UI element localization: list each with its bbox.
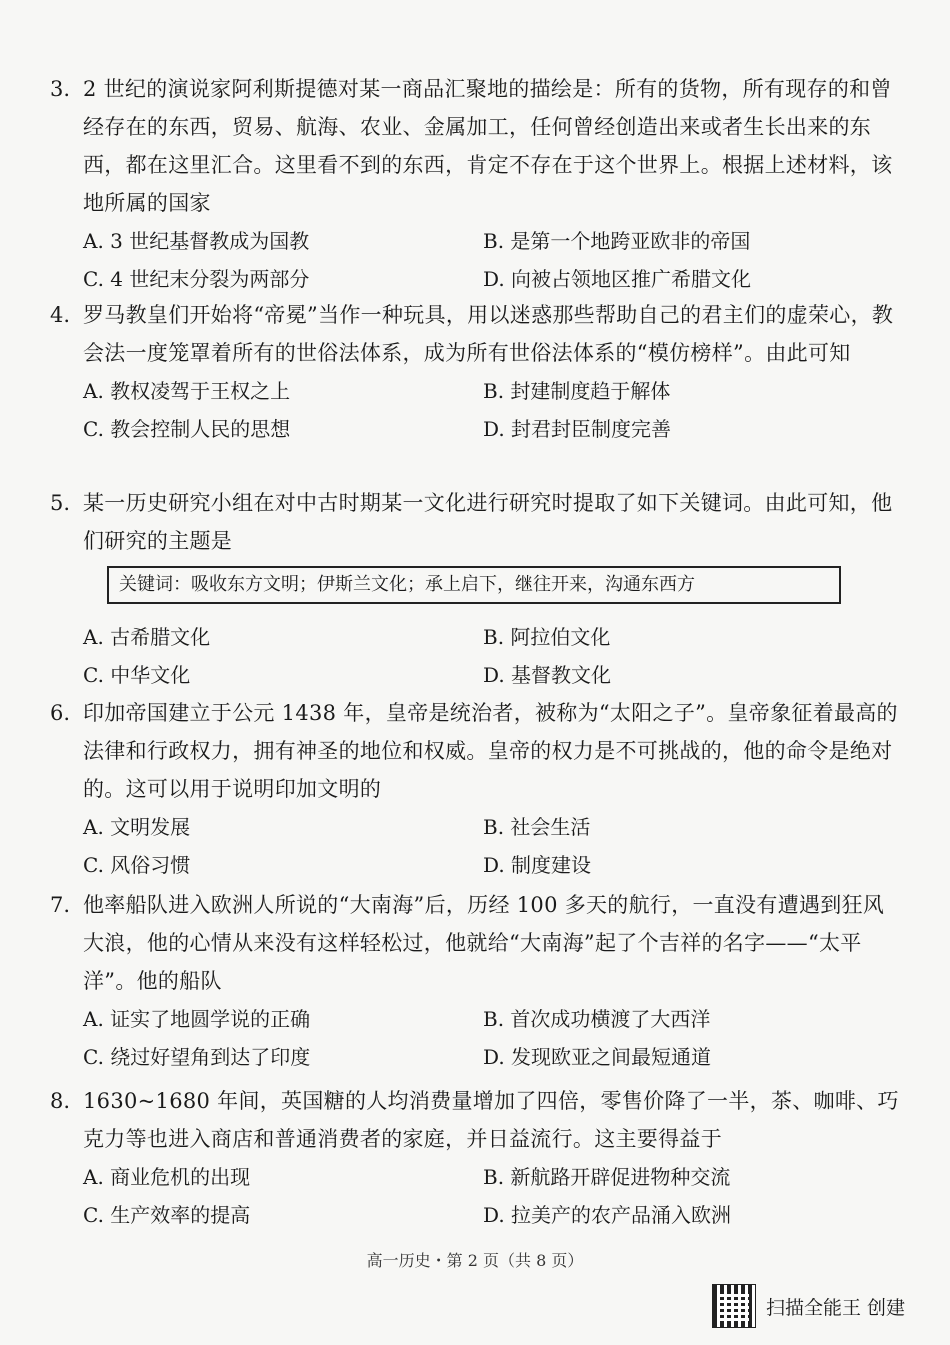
option-a: A. 商业危机的出现	[83, 1165, 251, 1189]
option-d: D. 向被占领地区推广希腊文化	[483, 267, 752, 291]
options	[83, 1158, 900, 1234]
option-b: B. 首次成功横渡了大西洋	[483, 1007, 711, 1031]
qr-code-icon	[712, 1284, 756, 1328]
option-c: C. 4 世纪末分裂为两部分	[83, 267, 310, 291]
question-number: 7.	[50, 893, 71, 917]
option-c: C. 绕过好望角到达了印度	[83, 1045, 311, 1069]
option-c: C. 风俗习惯	[83, 853, 191, 877]
option-b: B. 新航路开辟促进物种交流	[483, 1165, 731, 1189]
option-b: B. 社会生活	[483, 815, 591, 839]
page-footer: 高一历史・第 2 页（共 8 页）	[366, 1251, 584, 1270]
option-b: B. 封建制度趋于解体	[483, 379, 671, 403]
options	[83, 1000, 900, 1076]
question-number: 6.	[50, 701, 71, 725]
question-stem: 罗马教皇们开始将“帝冕”当作一种玩具，用以迷惑那些帮助自己的君主们的虚荣心，教会法一度笼罩着所有的世俗法体系，成为所有世俗法体系的“模仿榜样”。由此可知	[83, 303, 894, 365]
question-number: 5.	[50, 491, 71, 515]
question-number: 8.	[50, 1089, 71, 1113]
options	[83, 372, 900, 448]
question-3	[50, 70, 900, 298]
options	[83, 808, 900, 884]
scanner-watermark	[712, 1284, 905, 1328]
question-5-options	[50, 618, 900, 694]
option-d: D. 封君封臣制度完善	[483, 417, 672, 441]
question-4	[50, 296, 900, 448]
option-d: D. 制度建设	[483, 853, 592, 877]
option-c: C. 中华文化	[83, 663, 191, 687]
option-d: D. 基督教文化	[483, 663, 612, 687]
option-a: A. 证实了地圆学说的正确	[83, 1007, 311, 1031]
option-c: C. 教会控制人民的思想	[83, 417, 291, 441]
question-5	[50, 484, 900, 560]
option-c: C. 生产效率的提高	[83, 1203, 251, 1227]
option-a: A. 教权凌驾于王权之上	[83, 379, 291, 403]
keywords-box: 关键词：吸收东方文明；伊斯兰文化；承上启下，继往开来，沟通东西方	[107, 566, 841, 604]
option-d: D. 拉美产的农产品涌入欧洲	[483, 1203, 732, 1227]
question-number: 3.	[50, 77, 71, 101]
option-b: B. 阿拉伯文化	[483, 625, 611, 649]
question-stem: 1630~1680 年间，英国糖的人均消费量增加了四倍，零售价降了一半，茶、咖啡、巧克力等也进入商店和普通消费者的家庭，并日益流行。这主要得益于	[83, 1089, 899, 1151]
question-8	[50, 1082, 900, 1234]
option-d: D. 发现欧亚之间最短通道	[483, 1045, 712, 1069]
option-a: A. 古希腊文化	[83, 625, 211, 649]
scanner-text: 扫描全能王 创建	[766, 1296, 906, 1319]
question-stem: 印加帝国建立于公元 1438 年，皇帝是统治者，被称为“太阳之子”。皇帝象征着最高的法律和行政权力，拥有神圣的地位和权威。皇帝的权力是不可挑战的，他的命令是绝对的。这可以用于说明印加文明的	[83, 701, 898, 801]
options	[83, 222, 900, 298]
question-7	[50, 886, 900, 1076]
option-a: A. 文明发展	[83, 815, 191, 839]
option-b: B. 是第一个地跨亚欧非的帝国	[483, 229, 751, 253]
question-stem: 某一历史研究小组在对中古时期某一文化进行研究时提取了如下关键词。由此可知，他们研究的主题是	[83, 491, 893, 553]
question-number: 4.	[50, 303, 71, 327]
options	[83, 618, 900, 694]
option-a: A. 3 世纪基督教成为国教	[83, 229, 310, 253]
question-6	[50, 694, 900, 884]
question-stem: 2 世纪的演说家阿利斯提德对某一商品汇聚地的描绘是：所有的货物，所有现存的和曾经存在的东西，贸易、航海、农业、金属加工，任何曾经创造出来或者生长出来的东西，都在这里汇合。这里看不到的东西，肯定不存在于这个世界上。根据上述材料，该地所属的国家	[83, 77, 893, 215]
question-stem: 他率船队进入欧洲人所说的“大南海”后，历经 100 多天的航行，一直没有遭遇到狂风大浪，他的心情从来没有这样轻松过，他就给“大南海”起了个吉祥的名字——“太平洋”。他的船队	[83, 893, 885, 993]
